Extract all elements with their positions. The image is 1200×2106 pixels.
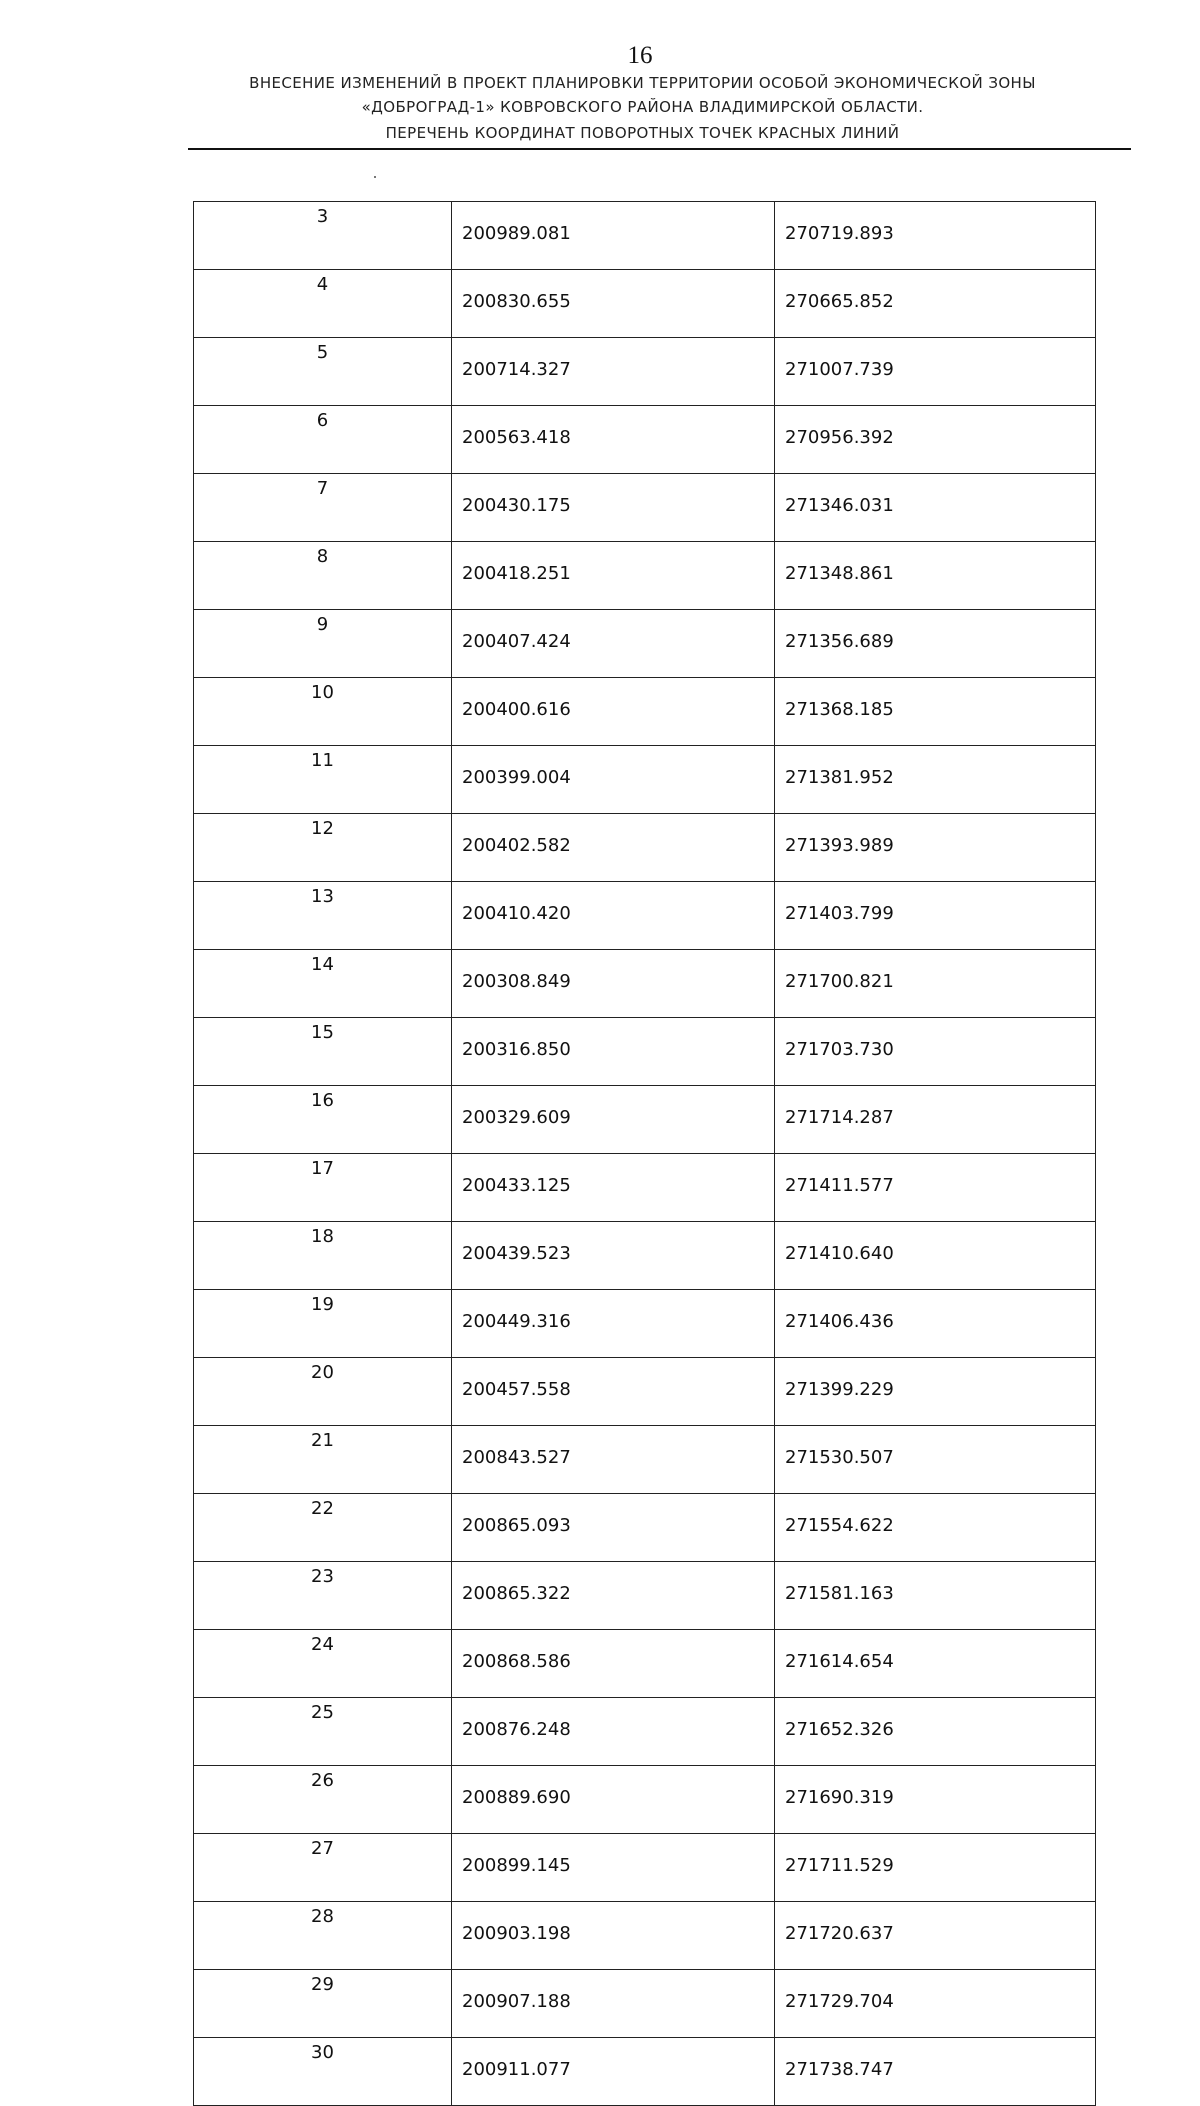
coordinate-x-cell: 200830.655: [452, 270, 775, 338]
point-number-cell: 27: [194, 1834, 452, 1902]
table-row: [194, 950, 1096, 1018]
point-number-cell: 17: [194, 1154, 452, 1222]
table-row: [194, 1630, 1096, 1698]
coordinate-x-cell: 200911.077: [452, 2038, 775, 2106]
table-row: [194, 1834, 1096, 1902]
table-row: [194, 1426, 1096, 1494]
coordinate-x-cell: 200843.527: [452, 1426, 775, 1494]
point-number-cell: 10: [194, 678, 452, 746]
point-number-cell: 24: [194, 1630, 452, 1698]
point-number-cell: 14: [194, 950, 452, 1018]
coordinate-y-cell: 271720.637: [775, 1902, 1096, 1970]
point-number-cell: 7: [194, 474, 452, 542]
point-number-cell: 6: [194, 406, 452, 474]
point-number-cell: 11: [194, 746, 452, 814]
point-number-cell: 15: [194, 1018, 452, 1086]
table-row: [194, 338, 1096, 406]
point-number-cell: 16: [194, 1086, 452, 1154]
coordinate-x-cell: 200903.198: [452, 1902, 775, 1970]
coordinate-y-cell: 271406.436: [775, 1290, 1096, 1358]
point-number-cell: 25: [194, 1698, 452, 1766]
coordinate-x-cell: 200876.248: [452, 1698, 775, 1766]
table-row: [194, 882, 1096, 950]
coordinate-x-cell: 200433.125: [452, 1154, 775, 1222]
table-row: [194, 1766, 1096, 1834]
table-row: [194, 1086, 1096, 1154]
coordinate-y-cell: 271346.031: [775, 474, 1096, 542]
coordinate-x-cell: 200899.145: [452, 1834, 775, 1902]
coordinate-y-cell: 271652.326: [775, 1698, 1096, 1766]
point-number-cell: 22: [194, 1494, 452, 1562]
point-number-cell: 3: [194, 202, 452, 270]
coordinate-y-cell: 271007.739: [775, 338, 1096, 406]
coordinate-y-cell: 271411.577: [775, 1154, 1096, 1222]
table-row: [194, 1970, 1096, 2038]
table-row: [194, 1902, 1096, 1970]
table-row: [194, 2038, 1096, 2106]
point-number-cell: 29: [194, 1970, 452, 2038]
coordinate-y-cell: 271393.989: [775, 814, 1096, 882]
coordinates-table-body: [194, 202, 1096, 2106]
coordinate-y-cell: 271729.704: [775, 1970, 1096, 2038]
coordinate-x-cell: 200865.093: [452, 1494, 775, 1562]
point-number-cell: 12: [194, 814, 452, 882]
table-row: [194, 1018, 1096, 1086]
header-divider: [188, 148, 1131, 150]
table-row: [194, 270, 1096, 338]
point-number-cell: 21: [194, 1426, 452, 1494]
coordinate-x-cell: 200907.188: [452, 1970, 775, 2038]
point-number-cell: 23: [194, 1562, 452, 1630]
table-row: [194, 814, 1096, 882]
coordinate-y-cell: 271581.163: [775, 1562, 1096, 1630]
point-number-cell: 9: [194, 610, 452, 678]
page-number: 16: [627, 42, 653, 69]
coordinate-x-cell: 200563.418: [452, 406, 775, 474]
table-row: [194, 542, 1096, 610]
coordinates-table: [193, 201, 1096, 2106]
coordinate-y-cell: 271403.799: [775, 882, 1096, 950]
coordinate-y-cell: 271410.640: [775, 1222, 1096, 1290]
document-title-line-2: «ДОБРОГРАД-1» КОВРОВСКОГО РАЙОНА ВЛАДИМИРСКОЙ ОБЛАСТИ.: [361, 98, 924, 116]
table-row: [194, 746, 1096, 814]
coordinate-x-cell: 200410.420: [452, 882, 775, 950]
coordinate-x-cell: 200418.251: [452, 542, 775, 610]
coordinate-x-cell: 200400.616: [452, 678, 775, 746]
coordinate-y-cell: 271703.730: [775, 1018, 1096, 1086]
coordinate-y-cell: 271690.319: [775, 1766, 1096, 1834]
point-number-cell: 4: [194, 270, 452, 338]
coordinate-y-cell: 271700.821: [775, 950, 1096, 1018]
point-number-cell: 20: [194, 1358, 452, 1426]
coordinate-y-cell: 271614.654: [775, 1630, 1096, 1698]
coordinate-x-cell: 200449.316: [452, 1290, 775, 1358]
table-row: [194, 678, 1096, 746]
coordinate-x-cell: 200430.175: [452, 474, 775, 542]
table-row: [194, 1222, 1096, 1290]
table-row: [194, 1494, 1096, 1562]
coordinate-y-cell: 271738.747: [775, 2038, 1096, 2106]
coordinate-x-cell: 200457.558: [452, 1358, 775, 1426]
coordinate-x-cell: 200439.523: [452, 1222, 775, 1290]
table-row: [194, 1154, 1096, 1222]
coordinate-x-cell: 200889.690: [452, 1766, 775, 1834]
table-row: [194, 1562, 1096, 1630]
point-number-cell: 30: [194, 2038, 452, 2106]
point-number-cell: 8: [194, 542, 452, 610]
coordinate-y-cell: 271381.952: [775, 746, 1096, 814]
coordinate-y-cell: 271530.507: [775, 1426, 1096, 1494]
coordinate-y-cell: 271714.287: [775, 1086, 1096, 1154]
document-title-line-1: ВНЕСЕНИЕ ИЗМЕНЕНИЙ В ПРОЕКТ ПЛАНИРОВКИ ТЕРРИТОРИИ ОСОБОЙ ЭКОНОМИЧЕСКОЙ ЗОНЫ: [249, 74, 1036, 92]
point-number-cell: 13: [194, 882, 452, 950]
coordinate-x-cell: 200989.081: [452, 202, 775, 270]
point-number-cell: 26: [194, 1766, 452, 1834]
coordinate-y-cell: 270665.852: [775, 270, 1096, 338]
table-row: [194, 1358, 1096, 1426]
coordinate-x-cell: 200865.322: [452, 1562, 775, 1630]
point-number-cell: 28: [194, 1902, 452, 1970]
document-subtitle: ПЕРЕЧЕНЬ КООРДИНАТ ПОВОРОТНЫХ ТОЧЕК КРАСНЫХ ЛИНИЙ: [385, 124, 900, 142]
coordinate-x-cell: 200868.586: [452, 1630, 775, 1698]
coordinate-y-cell: 271348.861: [775, 542, 1096, 610]
coordinate-x-cell: 200329.609: [452, 1086, 775, 1154]
coordinate-y-cell: 271554.622: [775, 1494, 1096, 1562]
coordinate-x-cell: 200407.424: [452, 610, 775, 678]
table-row: [194, 1698, 1096, 1766]
point-number-cell: 5: [194, 338, 452, 406]
table-row: [194, 406, 1096, 474]
coordinate-y-cell: 270956.392: [775, 406, 1096, 474]
table-row: [194, 610, 1096, 678]
coordinate-x-cell: 200308.849: [452, 950, 775, 1018]
scan-speck: [374, 176, 376, 178]
coordinate-x-cell: 200714.327: [452, 338, 775, 406]
coordinate-y-cell: 271368.185: [775, 678, 1096, 746]
coordinate-x-cell: 200402.582: [452, 814, 775, 882]
table-row: [194, 1290, 1096, 1358]
coordinate-y-cell: 271399.229: [775, 1358, 1096, 1426]
coordinate-y-cell: 271711.529: [775, 1834, 1096, 1902]
table-row: [194, 474, 1096, 542]
coordinate-x-cell: 200399.004: [452, 746, 775, 814]
table-row: [194, 202, 1096, 270]
point-number-cell: 18: [194, 1222, 452, 1290]
coordinate-y-cell: 271356.689: [775, 610, 1096, 678]
coordinate-x-cell: 200316.850: [452, 1018, 775, 1086]
point-number-cell: 19: [194, 1290, 452, 1358]
coordinate-y-cell: 270719.893: [775, 202, 1096, 270]
